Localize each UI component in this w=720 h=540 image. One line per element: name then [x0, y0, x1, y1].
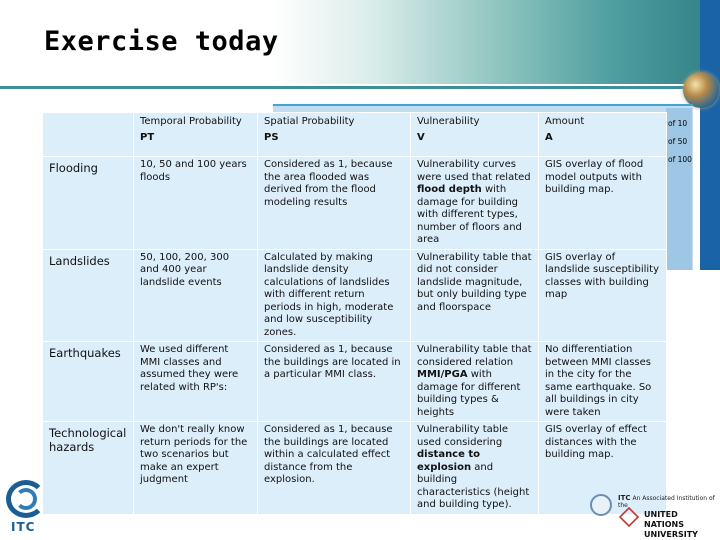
vulnerability-text: with damage for different building types & heights	[417, 369, 521, 418]
background-cells	[666, 115, 692, 169]
header-temporal	[134, 113, 258, 157]
hazard-label: Technological hazards	[43, 422, 134, 515]
globe-icon	[683, 72, 719, 108]
header-rule	[0, 86, 700, 89]
vulnerability-emphasis: MMI/PGA	[417, 369, 468, 380]
spatial-cell: Considered as 1, because the area flooded was derived from the flood modeling results	[258, 157, 411, 250]
itc-logo	[4, 480, 50, 538]
header-spatial-label: Spatial Probability	[264, 116, 355, 127]
itc-logo-text: ITC	[11, 520, 36, 534]
vulnerability-text: Vulnerability curves were used that related	[417, 159, 531, 183]
vulnerability-cell	[411, 249, 539, 342]
background-cell: of 10	[668, 119, 688, 128]
header-vulnerability	[411, 113, 539, 157]
temporal-cell: 50, 100, 200, 300 and 400 year landslide events	[134, 249, 258, 342]
header-amount-label: Amount	[545, 116, 585, 127]
header-blank	[43, 113, 134, 157]
header-amount	[539, 113, 667, 157]
header-vulnerability-symbol: V	[417, 131, 425, 143]
table-row	[43, 157, 667, 250]
un-seal-icon	[590, 494, 612, 516]
header-amount-symbol: A	[545, 131, 553, 143]
vulnerability-text: and building characteristics (height and building type).	[417, 461, 530, 510]
table-row	[43, 249, 667, 342]
temporal-cell: We don't really know return periods for the two scenarios but make an expert judgment	[134, 422, 258, 515]
partner-logos	[584, 492, 716, 539]
vulnerability-emphasis: distance to explosion	[417, 449, 481, 473]
spatial-cell: Considered as 1, because the buildings are located in a particular MMI class.	[258, 342, 411, 422]
background-cell: of 50	[668, 137, 688, 146]
unu-logo-icon	[619, 507, 639, 527]
hazard-label: Landslides	[43, 249, 134, 342]
itc-associated-text	[618, 494, 716, 509]
unu-logo-text: UNITED NATIONS UNIVERSITY	[644, 510, 698, 539]
amount-cell: GIS overlay of effect distances with the building map.	[539, 422, 667, 515]
amount-cell: No differentiation between MMI classes in the city for the same earthquake. So all buildings in city were taken	[539, 342, 667, 422]
hazard-label: Earthquakes	[43, 342, 134, 422]
spatial-cell: Considered as 1, because the buildings are located within a calculated effect distance from the explosion.	[258, 422, 411, 515]
temporal-cell: 10, 50 and 100 years floods	[134, 157, 258, 250]
table-header-row	[43, 113, 667, 157]
vulnerability-text: with damage for building with different types, number of floors and area	[417, 184, 522, 245]
header-temporal-label: Temporal Probability	[140, 116, 242, 127]
header-vulnerability-label: Vulnerability	[417, 116, 480, 127]
amount-cell: GIS overlay of flood model outputs with building map.	[539, 157, 667, 250]
header-temporal-symbol: PT	[140, 131, 155, 143]
table-row	[43, 342, 667, 422]
vulnerability-text: Vulnerability table used considering	[417, 424, 509, 448]
temporal-cell: We used different MMI classes and assumed they were related with RP's:	[134, 342, 258, 422]
vulnerability-cell	[411, 422, 539, 515]
risk-components-table	[42, 112, 667, 515]
right-brand-bar	[700, 0, 720, 270]
table-row	[43, 422, 667, 515]
spatial-cell: Calculated by making landslide density calculations of landslides with different return periods in high, moderate and low susceptibility zones.	[258, 249, 411, 342]
header-spatial-symbol: PS	[264, 131, 279, 143]
vulnerability-text: Vulnerability table that considered relation	[417, 344, 532, 368]
background-cell: of 100	[668, 155, 692, 164]
itc-swirl-inner-icon	[15, 488, 37, 510]
itc-mini-bold: ITC	[618, 494, 631, 502]
vulnerability-cell	[411, 157, 539, 250]
amount-cell: GIS overlay of landslide susceptibility classes with building map	[539, 249, 667, 342]
slide-title: Exercise today	[44, 26, 279, 57]
hazard-label: Flooding	[43, 157, 134, 250]
itc-mini-rest: An Associated Institution of the	[618, 495, 715, 509]
vulnerability-text: Vulnerability table that did not consider landslide magnitude, but only building type and floorspace	[417, 251, 532, 313]
vulnerability-emphasis: flood depth	[417, 184, 482, 195]
vulnerability-cell	[411, 342, 539, 422]
header-spatial	[258, 113, 411, 157]
